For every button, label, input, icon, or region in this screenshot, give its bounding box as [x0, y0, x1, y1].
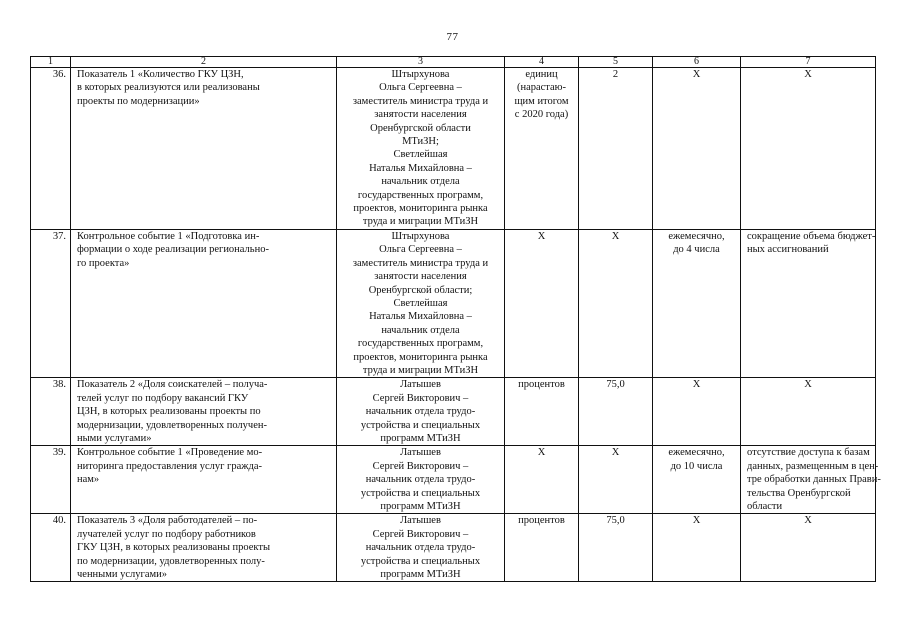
indicator-name-line: модернизации, удовлетворенных получен-	[77, 419, 267, 431]
period-cell	[653, 514, 741, 582]
responsible-person	[337, 68, 505, 230]
indicator-name-line: Показатель 1 «Количество ГКУ ЦЗН,	[77, 69, 244, 80]
responsible-person-line: Светлейшая	[393, 297, 448, 309]
responsible-person-line: проектов, мониторинга рынка	[353, 203, 488, 215]
indicator-name-line: формации о ходе реализации регионально-	[77, 244, 269, 256]
responsible-person-line: Наталья Михайловна –	[369, 311, 472, 323]
unit-cell	[505, 446, 579, 514]
value-cell	[579, 68, 653, 230]
indicator-name-line: ниторинга предоставления услуг гражда-	[77, 460, 263, 472]
indicator-name-line: в которых реализуются или реализованы	[77, 82, 260, 94]
responsible-person-line: Сергей Викторович –	[372, 392, 469, 404]
responsible-person-line: Наталья Михайловна –	[369, 162, 472, 174]
value-cell-line: Х	[611, 230, 620, 242]
responsible-person-line: МТиЗН;	[402, 136, 439, 148]
indicator-name	[71, 229, 337, 377]
risk-cell	[741, 229, 876, 377]
responsible-person-line: заместитель министра труда и	[352, 95, 489, 107]
unit-cell-line: Х	[537, 447, 546, 459]
responsible-person-line: начальник отдела	[381, 176, 460, 188]
indicator-name-line: Контрольное событие 1 «Подготовка ин-	[77, 230, 260, 242]
responsible-person-line: проектов, мониторинга рынка	[353, 351, 488, 363]
period-cell	[653, 446, 741, 514]
risk-cell-line: Х	[804, 69, 812, 80]
responsible-person-line: Латышев	[400, 379, 441, 391]
responsible-person-line: начальник отдела трудо-	[365, 474, 476, 486]
unit-cell	[505, 378, 579, 446]
column-header: 2	[71, 57, 337, 68]
table-row	[31, 68, 876, 230]
value-cell-line: 75,0	[606, 515, 625, 527]
responsible-person-line: занятости населения	[374, 109, 467, 121]
indicator-name-line: нам»	[77, 474, 100, 486]
responsible-person-line: программ МТиЗН	[380, 432, 461, 444]
responsible-person-line: Оренбургской области	[370, 122, 471, 134]
column-header: 5	[579, 57, 653, 68]
indicator-name-line: лучателей услуг по подбору работников	[77, 528, 256, 540]
value-cell-line: Х	[611, 447, 620, 459]
responsible-person-line: Сергей Викторович –	[372, 460, 469, 472]
responsible-person-line: государственных программ,	[357, 338, 484, 350]
period-cell	[653, 68, 741, 230]
period-cell-line: до 10 числа	[670, 460, 723, 472]
responsible-person-line: Сергей Викторович –	[372, 528, 469, 540]
responsible-person-line: устройства и специальных	[360, 419, 481, 431]
column-header: 6	[653, 57, 741, 68]
row-number: 40.	[31, 514, 71, 582]
risk-cell-line: Х	[804, 515, 812, 527]
period-cell	[653, 378, 741, 446]
responsible-person-line: устройства и специальных	[360, 555, 481, 567]
risk-cell-line: области	[747, 501, 783, 512]
value-cell-line: 2	[612, 69, 619, 80]
risk-cell-line: данных, размещенным в цен-	[747, 460, 879, 472]
row-number: 37.	[31, 229, 71, 377]
responsible-person-line: программ МТиЗН	[380, 569, 461, 581]
responsible-person-line: Латышев	[400, 447, 441, 459]
value-cell	[579, 378, 653, 446]
unit-cell-line: процентов	[518, 515, 565, 527]
row-number: 36.	[31, 68, 71, 230]
risk-cell-line: тельства Оренбургской	[747, 487, 851, 499]
unit-cell-line: щим итогом	[514, 95, 569, 107]
row-number: 38.	[31, 378, 71, 446]
period-cell-line: Х	[692, 515, 701, 527]
unit-cell	[505, 229, 579, 377]
indicator-name-line: Показатель 3 «Доля работодателей – по-	[77, 515, 258, 527]
risk-cell-line: отсутствие доступа к базам	[747, 447, 870, 459]
risk-cell	[741, 446, 881, 514]
responsible-person-line: заместитель министра труда и	[352, 257, 489, 269]
unit-cell-line: единиц	[525, 69, 558, 80]
responsible-person-line: программ МТиЗН	[380, 501, 461, 512]
responsible-person-line: устройства и специальных	[360, 487, 481, 499]
indicator-name-line: ными услугами»	[77, 432, 152, 444]
risk-cell-line: Х	[804, 379, 812, 391]
unit-cell-line: с 2020 года)	[514, 109, 569, 121]
risk-cell	[741, 514, 876, 582]
table-header-row	[31, 57, 876, 68]
responsible-person	[337, 229, 505, 377]
unit-cell	[505, 68, 579, 230]
indicator-name-line: ГКУ ЦЗН, в которых реализованы проекты	[77, 542, 271, 554]
responsible-person-line: занятости населения	[374, 271, 467, 283]
period-cell-line: Х	[692, 69, 701, 80]
indicator-name-line: проекты по модернизации»	[77, 95, 200, 107]
indicator-name-line: Контрольное событие 1 «Проведение мо-	[77, 447, 263, 459]
responsible-person-line: начальник отдела трудо-	[365, 542, 476, 554]
responsible-person-line: Ольга Сергеевна –	[379, 244, 462, 256]
table-row	[31, 514, 876, 582]
column-header: 7	[741, 57, 876, 68]
responsible-person-line: государственных программ,	[357, 189, 484, 201]
period-cell-line: ежемесячно,	[668, 230, 725, 242]
responsible-person-line: Ольга Сергеевна –	[379, 82, 462, 94]
table-row	[31, 446, 876, 514]
value-cell-line: 75,0	[606, 379, 625, 391]
indicator-name-line: телей услуг по подбору вакансий ГКУ	[77, 392, 249, 404]
responsible-person-line: начальник отдела	[381, 324, 460, 336]
table-row	[31, 229, 876, 377]
responsible-person-line: Светлейшая	[393, 149, 448, 161]
indicator-name	[71, 446, 337, 514]
period-cell-line: ежемесячно,	[668, 447, 725, 459]
period-cell-line: Х	[692, 379, 701, 391]
indicator-name-line: ченными услугами»	[77, 569, 168, 581]
responsible-person-line: Штырхунова	[391, 230, 450, 242]
period-cell	[653, 229, 741, 377]
indicators-table	[30, 56, 881, 582]
indicator-name-line: Показатель 2 «Доля соискателей – получа-	[77, 379, 268, 391]
column-header: 3	[337, 57, 505, 68]
value-cell	[579, 229, 653, 377]
responsible-person-line: Латышев	[400, 515, 441, 527]
risk-cell-line: тре обработки данных Прави-	[747, 474, 881, 486]
unit-cell-line: (нарастаю-	[516, 82, 567, 94]
indicator-name	[71, 68, 337, 230]
unit-cell-line: Х	[537, 230, 546, 242]
table-body	[31, 68, 881, 582]
row-number: 39.	[31, 446, 71, 514]
indicator-name	[71, 378, 337, 446]
responsible-person-line: начальник отдела трудо-	[365, 406, 476, 418]
responsible-person-line: Штырхунова	[391, 69, 450, 80]
responsible-person-line: Оренбургской области;	[368, 284, 473, 296]
responsible-person-line: труда и миграции МТиЗН	[362, 364, 479, 376]
risk-cell-line: ных ассигнований	[747, 244, 829, 256]
responsible-person	[337, 446, 505, 514]
table-row	[31, 378, 876, 446]
risk-cell-line: сокращение объема бюджет-	[747, 230, 876, 242]
value-cell	[579, 446, 653, 514]
column-header: 1	[31, 57, 71, 68]
value-cell	[579, 514, 653, 582]
responsible-person	[337, 378, 505, 446]
indicator-name-line: го проекта»	[77, 257, 130, 269]
indicator-name-line: ЦЗН, в которых реализованы проекты по	[77, 406, 261, 418]
indicator-name	[71, 514, 337, 582]
unit-cell-line: процентов	[518, 379, 565, 391]
period-cell-line: до 4 числа	[673, 244, 720, 256]
risk-cell	[741, 378, 876, 446]
indicator-name-line: по модернизации, удовлетворенных полу-	[77, 555, 265, 567]
responsible-person	[337, 514, 505, 582]
risk-cell	[741, 68, 876, 230]
page-number: 77	[446, 31, 459, 43]
unit-cell	[505, 514, 579, 582]
responsible-person-line: труда и миграции МТиЗН	[362, 216, 479, 228]
column-header: 4	[505, 57, 579, 68]
